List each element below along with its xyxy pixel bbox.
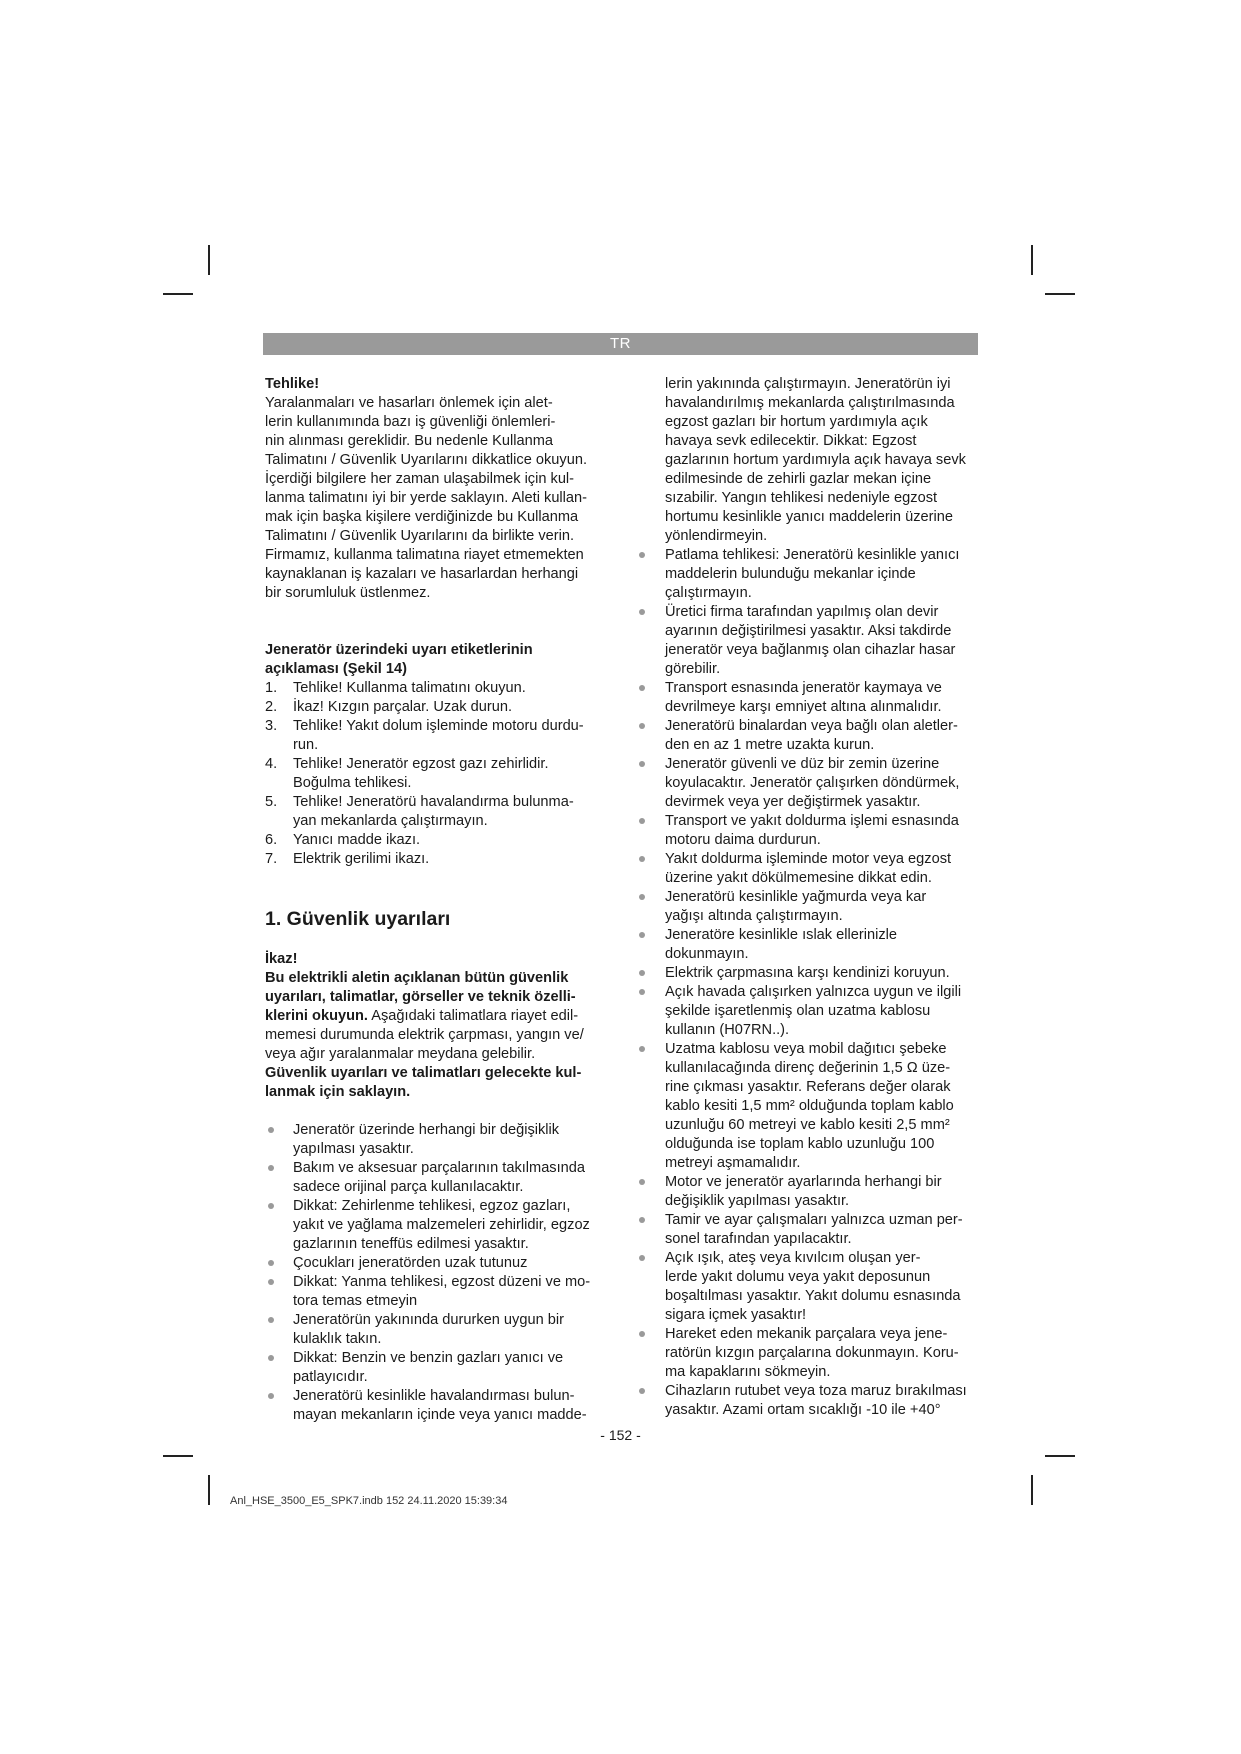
warning-line: uyarıları, talimatlar, görseller ve teknik özelli- [265, 989, 576, 1005]
list-item-line: değişiklik yapılması yasaktır. [665, 1193, 850, 1209]
list-item [665, 983, 1015, 1040]
continuation-line: havaya sevk edilecektir. Dikkat: Egzost [665, 433, 917, 449]
list-item-line: Tehlike! Yakıt dolum işleminde motoru durdu- [293, 718, 584, 734]
list-item [665, 755, 1015, 812]
list-item [665, 1382, 1015, 1420]
safety-bullets-right [665, 546, 1015, 1420]
list-item-line: Jeneratörün yakınında dururken uygun bir [293, 1312, 564, 1328]
warning-bold-run: klerini okuyun. [265, 1008, 368, 1024]
list-item-line: Çocukları jeneratörden uzak tutunuz [293, 1255, 528, 1271]
list-item-line: olduğunda ise toplam kablo uzunluğu 100 [665, 1136, 935, 1152]
warning-normal-run: Aşağıdaki talimatlara riayet edil- [368, 1008, 579, 1024]
danger-line: Talimatını / Güvenlik Uyarılarını da birlikte verin. [265, 528, 575, 544]
list-item [265, 1387, 615, 1425]
continuation-line: gazlarının hortum yardımıyla açık havaya sevk [665, 452, 966, 468]
list-item [265, 1197, 615, 1254]
list-item-line: yakıt ve yağlama malzemeleri zehirlidir, egzoz [293, 1217, 590, 1233]
crop-mark [163, 293, 193, 295]
list-item-line: şekilde işaretlenmiş olan uzatma kablosu [665, 1003, 931, 1019]
list-item [265, 755, 615, 793]
list-item-line: Tehlike! Kullanma talimatını okuyun. [293, 680, 526, 696]
list-item-line: Jeneratör üzerinde herhangi bir değişiklik [293, 1122, 560, 1138]
danger-line: İçerdiği bilgilere her zaman ulaşabilmek için kul- [265, 471, 575, 487]
list-item-line: Uzatma kablosu veya mobil dağıtıcı şebeke [665, 1041, 947, 1057]
list-number: 3. [265, 718, 278, 734]
list-item-line: den en az 1 metre uzakta kurun. [665, 737, 875, 753]
list-item-line: kulaklık takın. [293, 1331, 382, 1347]
list-item [265, 831, 615, 850]
list-item-line: devirmek veya yer değiştirmek yasaktır. [665, 794, 921, 810]
list-item-line: Dikkat: Yanma tehlikesi, egzost düzeni ve mo- [293, 1274, 591, 1290]
list-item [665, 679, 1015, 717]
list-item-line: yağışı altında çalıştırmayın. [665, 908, 843, 924]
list-number: 5. [265, 794, 278, 810]
danger-line: Talimatını / Güvenlik Uyarılarını dikkatlice okuyun. [265, 452, 588, 468]
language-code: TR [610, 335, 631, 352]
page-number: - 152 - [600, 1427, 641, 1443]
list-item-line: ayarının değiştirilmesi yasaktır. Aksi takdirde [665, 623, 952, 639]
list-item-line: yasaktır. Azami ortam sıcaklığı -10 ile +40° [665, 1402, 941, 1418]
list-item [265, 1254, 615, 1273]
crop-mark [1031, 245, 1033, 275]
list-item-line: Yakıt doldurma işleminde motor veya egzost [665, 851, 952, 867]
list-item-line: run. [293, 737, 319, 753]
list-item-line: kullanın (H07RN..). [665, 1022, 790, 1038]
continuation-line: yönlendirmeyin. [665, 528, 768, 544]
list-number: 4. [265, 756, 278, 772]
list-item-line: üzerine yakıt dökülmemesine dikkat edin. [665, 870, 932, 886]
danger-line: kaynaklanan iş kazaları ve hasarlardan herhangi [265, 566, 579, 582]
list-number: 6. [265, 832, 278, 848]
list-item-line: jeneratör veya bağlanmış olan cihazlar hasar [665, 642, 956, 658]
list-item-line: yan mekanlarda çalıştırmayın. [293, 813, 488, 829]
list-number: 7. [265, 851, 278, 867]
list-item-line: Tehlike! Jeneratörü havalandırma bulunma- [293, 794, 574, 810]
danger-line: bir sorumluluk üstlenmez. [265, 585, 431, 601]
list-item [265, 1311, 615, 1349]
list-item [665, 1325, 1015, 1382]
list-number: 2. [265, 699, 278, 715]
list-item-line: Elektrik çarpmasına karşı kendinizi koruyun. [665, 965, 950, 981]
labels-title-line: açıklaması (Şekil 14) [265, 661, 407, 677]
list-item-line: gazlarının teneffüs edilmesi yasaktır. [293, 1236, 529, 1252]
list-item-line: koyulacaktır. Jeneratör çalışırken döndürmek, [665, 775, 960, 791]
list-item [265, 793, 615, 831]
list-item [665, 1040, 1015, 1173]
danger-line: Yaralanmaları ve hasarları önlemek için alet- [265, 395, 553, 411]
list-item-line: boşaltılması yasaktır. Yakıt dolumu esnasında [665, 1288, 961, 1304]
crop-mark [163, 1455, 193, 1457]
list-item-line: patlayıcıdır. [293, 1369, 368, 1385]
print-file-info: Anl_HSE_3500_E5_SPK7.indb 152 24.11.2020 15:39:34 [230, 1495, 508, 1507]
list-item-line: sadece orijinal parça kullanılacaktır. [293, 1179, 524, 1195]
list-item-line: sonel tarafından yapılacaktır. [665, 1231, 852, 1247]
list-item [265, 850, 615, 869]
continuation-line: lerin yakınında çalıştırmayın. Jeneratörün iyi [665, 376, 951, 392]
list-item-line: metreyi aşmamalıdır. [665, 1155, 801, 1171]
list-item-line: çalıştırmayın. [665, 585, 752, 601]
list-item-line: görebilir. [665, 661, 721, 677]
list-number: 1. [265, 680, 278, 696]
list-item-line: maddelerin bulunduğu mekanlar içinde [665, 566, 916, 582]
list-item-line: Tehlike! Jeneratör egzost gazı zehirlidir. [293, 756, 549, 772]
list-item-line: Transport esnasında jeneratör kaymaya ve [665, 680, 942, 696]
list-item-line: uzunluğu 60 metreyi ve kablo kesiti 2,5 mm² [665, 1117, 950, 1133]
list-item [665, 888, 1015, 926]
list-item-line: dokunmayın. [665, 946, 749, 962]
list-item-line: Jeneratör güvenli ve düz bir zemin üzerine [665, 756, 940, 772]
list-item-line: Hareket eden mekanik parçalara veya jene- [665, 1326, 948, 1342]
danger-line: nin alınması gereklidir. Bu nedenle Kullanma [265, 433, 553, 449]
list-item [665, 964, 1015, 983]
crop-mark [1045, 1455, 1075, 1457]
crop-mark [208, 245, 210, 275]
warning-line: memesi durumunda elektrik çarpması, yangın ve/ [265, 1027, 584, 1043]
continuation-line: hortumu kesinlikle yanıcı maddelerin üzerine [665, 509, 953, 525]
list-item-line: İkaz! Kızgın parçalar. Uzak durun. [293, 699, 513, 715]
list-item-line: motoru daima durdurun. [665, 832, 821, 848]
list-item-line: Dikkat: Zehirlenme tehlikesi, egzoz gazları, [293, 1198, 571, 1214]
list-item-line: Jeneratörü kesinlikle havalandırması bulun- [293, 1388, 575, 1404]
list-item-line: lerde yakıt dolumu veya yakıt deposunun [665, 1269, 931, 1285]
list-item [665, 1249, 1015, 1325]
list-item-line: kablo kesiti 1,5 mm² olduğunda toplam kablo [665, 1098, 954, 1114]
danger-line: mak için başka kişilere verdiğinizde bu Kullanma [265, 509, 579, 525]
list-item-line: Motor ve jeneratör ayarlarında herhangi bir [665, 1174, 942, 1190]
list-item-line: Bakım ve aksesuar parçalarının takılmasında [293, 1160, 586, 1176]
list-item-line: Açık ışık, ateş veya kıvılcım oluşan yer- [665, 1250, 921, 1266]
safety-bullets-left [265, 1121, 615, 1425]
list-item-line: kullanılacağında direnç değerinin 1,5 Ω üze- [665, 1060, 951, 1076]
list-item-line: Üretici firma tarafından yapılmış olan devir [665, 604, 939, 620]
keep-instructions-line: lanmak için saklayın. [265, 1084, 411, 1100]
crop-mark [208, 1475, 210, 1505]
list-item-line: Boğulma tehlikesi. [293, 775, 412, 791]
warning-line: veya ağır yaralanmalar meydana gelebilir. [265, 1046, 536, 1062]
danger-title: Tehlike! [265, 376, 320, 392]
keep-instructions-line: Güvenlik uyarıları ve talimatları gelecekte kul- [265, 1065, 582, 1081]
danger-line: Firmamız, kullanma talimatına riayet etmemekten [265, 547, 584, 563]
danger-line: lanma talimatını iyi bir yerde saklayın. Aleti kullan- [265, 490, 588, 506]
list-item [265, 1159, 615, 1197]
list-item-line: devrilmeye karşı emniyet altına alınmalıdır. [665, 699, 942, 715]
danger-line: lerin kullanımında bazı iş güvenliği önlemleri- [265, 414, 556, 430]
continuation-line: sızabilir. Yangın tehlikesi nedeniyle egzost [665, 490, 938, 506]
warning-labels-list [265, 679, 615, 869]
list-item [265, 698, 615, 717]
list-item-line: ratörün kızgın parçalarına dokunmayın. Koru- [665, 1345, 959, 1361]
list-item-line: Yanıcı madde ikazı. [293, 832, 421, 848]
list-item [665, 926, 1015, 964]
list-item-line: Jeneratöre kesinlikle ıslak ellerinizle [665, 927, 897, 943]
list-item-line: mayan mekanların içinde veya yanıcı madde- [293, 1407, 587, 1423]
list-item-line: yapılması yasaktır. [293, 1141, 414, 1157]
list-item [265, 1349, 615, 1387]
warning-line: Bu elektrikli aletin açıklanan bütün güvenlik [265, 970, 569, 986]
crop-mark [1031, 1475, 1033, 1505]
list-item [265, 1273, 615, 1311]
continuation-line: egzost gazları bir hortum yardımıyla açık [665, 414, 928, 430]
list-item [265, 1121, 615, 1159]
list-item-line: Jeneratörü kesinlikle yağmurda veya kar [665, 889, 927, 905]
list-item [665, 850, 1015, 888]
list-item-line: Dikkat: Benzin ve benzin gazları yanıcı ve [293, 1350, 564, 1366]
list-item-line: sigara içmek yasaktır! [665, 1307, 807, 1323]
list-item [665, 717, 1015, 755]
list-item [665, 546, 1015, 603]
continuation-line: havalandırılmış mekanlarda çalıştırılmasında [665, 395, 955, 411]
crop-mark [1045, 293, 1075, 295]
right-column [665, 375, 1015, 1420]
labels-title-line: Jeneratör üzerindeki uyarı etiketlerinin [265, 642, 533, 658]
labels-title [265, 641, 615, 679]
section-heading: 1. Güvenlik uyarıları [265, 908, 451, 930]
continuation-text [665, 375, 1015, 546]
warning-line [265, 1007, 615, 1026]
list-item [665, 603, 1015, 679]
list-item-line: Açık havada çalışırken yalnızca uygun ve ilgili [665, 984, 962, 1000]
warning-title: İkaz! [265, 951, 298, 967]
list-item-line: tora temas etmeyin [293, 1293, 418, 1309]
list-item [665, 812, 1015, 850]
list-item-line: ma kapaklarını sökmeyin. [665, 1364, 831, 1380]
list-item-line: rine çıkması yasaktır. Referans değer olarak [665, 1079, 951, 1095]
list-item-line: Transport ve yakıt doldurma işlemi esnasında [665, 813, 959, 829]
language-header-bar [263, 333, 978, 355]
left-column [265, 375, 615, 1425]
list-item-line: Patlama tehlikesi: Jeneratörü kesinlikle yanıcı [665, 547, 960, 563]
list-item-line: Cihazların rutubet veya toza maruz bırakılması [665, 1383, 967, 1399]
list-item-line: Jeneratörü binalardan veya bağlı olan aletler- [665, 718, 958, 734]
list-item [265, 717, 615, 755]
list-item-line: Tamir ve ayar çalışmaları yalnızca uzman per- [665, 1212, 963, 1228]
danger-text [265, 394, 615, 603]
continuation-line: edilmesinde de zehirli gazlar mekan içine [665, 471, 932, 487]
list-item [265, 679, 615, 698]
list-item [665, 1173, 1015, 1211]
list-item-line: Elektrik gerilimi ikazı. [293, 851, 430, 867]
warning-text [265, 969, 615, 1102]
list-item [665, 1211, 1015, 1249]
